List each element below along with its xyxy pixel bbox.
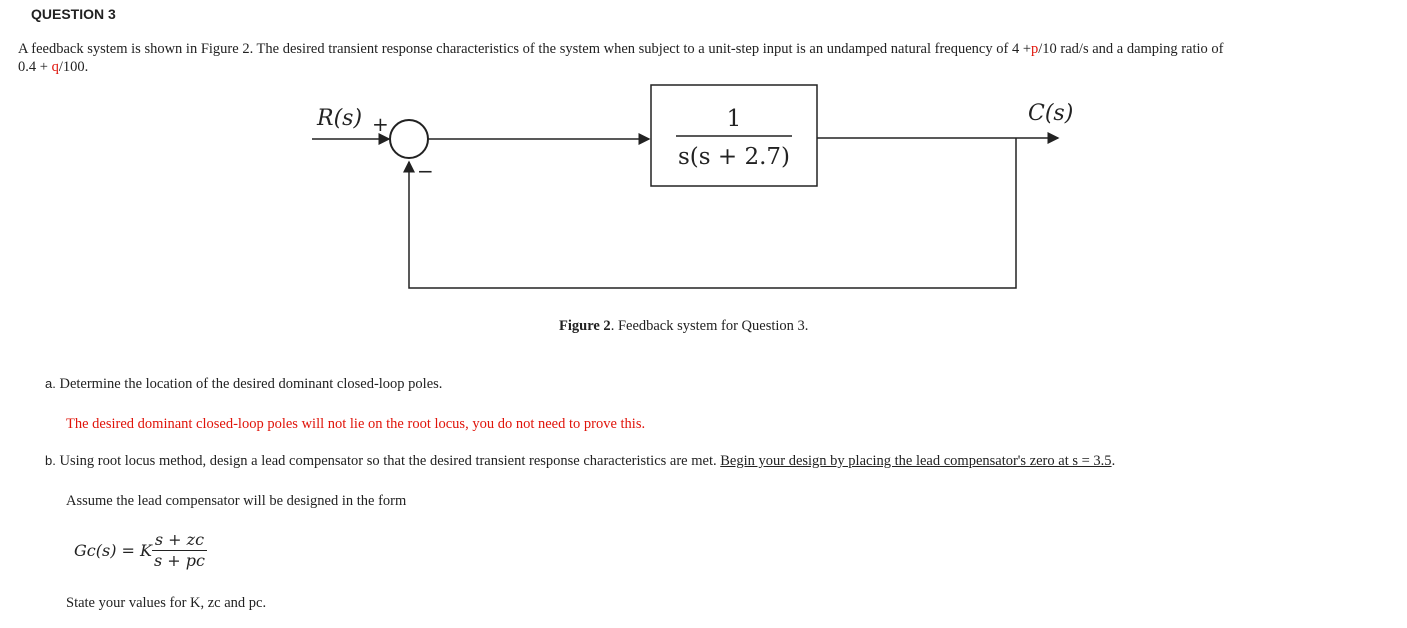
part-a <box>45 375 442 393</box>
input-label: R(s) <box>317 106 363 131</box>
part-a-marker: a. <box>45 376 56 391</box>
minus-sign: − <box>417 159 434 183</box>
part-a-text: Determine the location of the desired dominant closed-loop poles. <box>59 376 443 392</box>
figure-caption <box>559 317 808 335</box>
figure-caption-text: . Feedback system for Question 3. <box>610 318 809 334</box>
formula-lhs: Gc(s) = K <box>74 541 152 560</box>
part-b-zero-instruction: Begin your design by placing the lead compensator's zero at s = 3.5 <box>720 453 1112 469</box>
formula-denominator: s + pc <box>153 551 205 570</box>
wn-variable: p <box>1031 41 1039 57</box>
part-a-note: The desired dominant closed-loop poles will not lie on the root locus, you do not need to prove this. <box>66 416 646 432</box>
zeta-prefix: 0.4 + <box>18 59 48 75</box>
formula-numerator: s + zc <box>152 530 207 551</box>
part-b-end: . <box>1111 453 1116 469</box>
zeta-variable: q <box>51 59 59 75</box>
compensator-formula <box>74 530 207 571</box>
question-heading: QUESTION 3 <box>31 6 116 22</box>
summing-junction <box>390 120 428 158</box>
intro-text: A feedback system is shown in Figure 2. The desired transient response characteristics of the system when subject to a unit-step input is an undamped natural frequency of <box>18 41 1009 57</box>
figure-caption-label: Figure 2 <box>559 318 611 334</box>
part-b-text: Using root locus method, design a lead compensator so that the desired transient response characteristics are met. <box>59 453 717 469</box>
wn-suffix: /10 rad/s and a damping ratio of <box>1038 41 1224 57</box>
output-label: C(s) <box>1028 101 1074 126</box>
part-b <box>45 452 1115 470</box>
part-b-marker: b. <box>45 453 56 468</box>
wn-prefix: 4 + <box>1011 41 1031 57</box>
part-b-assume: Assume the lead compensator will be designed in the form <box>66 493 407 509</box>
tf-numerator: 1 <box>726 106 742 132</box>
part-b-state: State your values for K, zc and pc. <box>66 595 267 611</box>
plus-sign: + <box>372 112 389 136</box>
formula-fraction <box>152 530 207 571</box>
tf-denominator: s(s + 2.7) <box>677 144 791 170</box>
zeta-suffix: /100. <box>58 59 89 75</box>
